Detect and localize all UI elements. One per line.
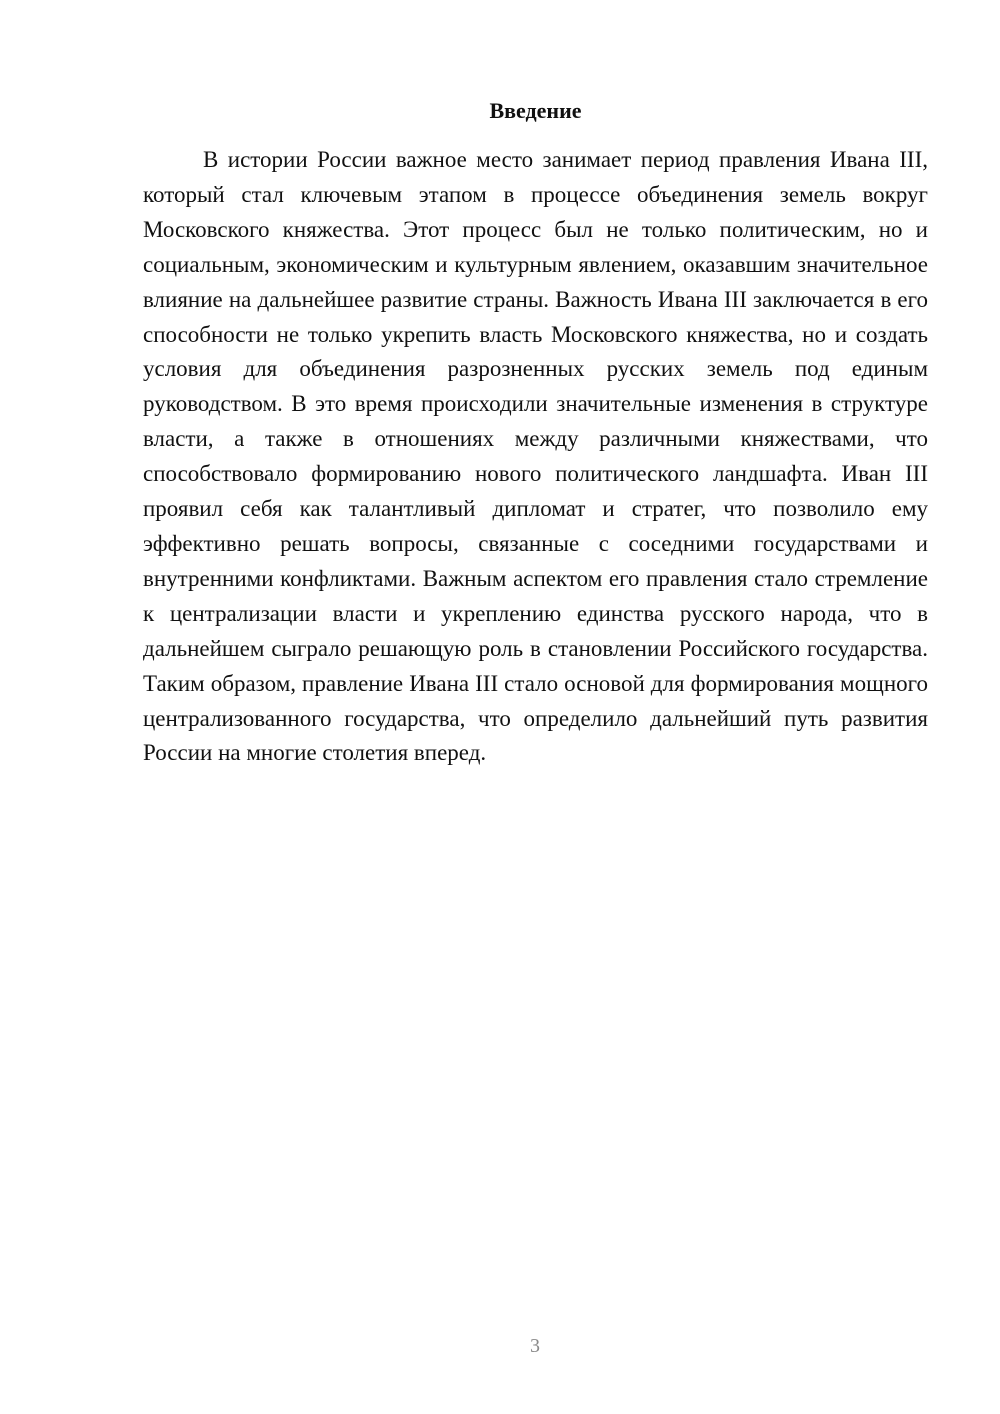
page-number: 3: [530, 1335, 540, 1357]
body-paragraph: В истории России важное место занимает период правления Ивана III, который стал ключевым этапом в процессе объединения земель вокруг Московского княжества. Этот процесс был не только политическим, но и социальным, экономическим и культурным явлением, оказавшим значительное влияние на дальнейшее развитие страны. Важность Ивана III заключается в его способности не только укрепить власть Московского княжества, но и создать условия для объединения разрозненных русских земель под единым руководством. В это время происходили значительные изменения в структуре власти, а также в отношениях между различными княжествами, что способствовало формированию нового политического ландшафта. Иван III проявил себя как талантливый дипломат и стратег, что позволило ему эффективно решать вопросы, связанные с соседними государствами и внутренними конфликтами. Важным аспектом его правления стало стремление к централизации власти и укреплению единства русского народа, что в дальнейшем сыграло решающую роль в становлении Российского государства. Таким образом, правление Ивана III стало основой для формирования мощного централизованного государства, что определило дальнейший путь развития России на многие столетия вперед.: [143, 147, 928, 766]
section-heading: Введение: [489, 98, 582, 123]
